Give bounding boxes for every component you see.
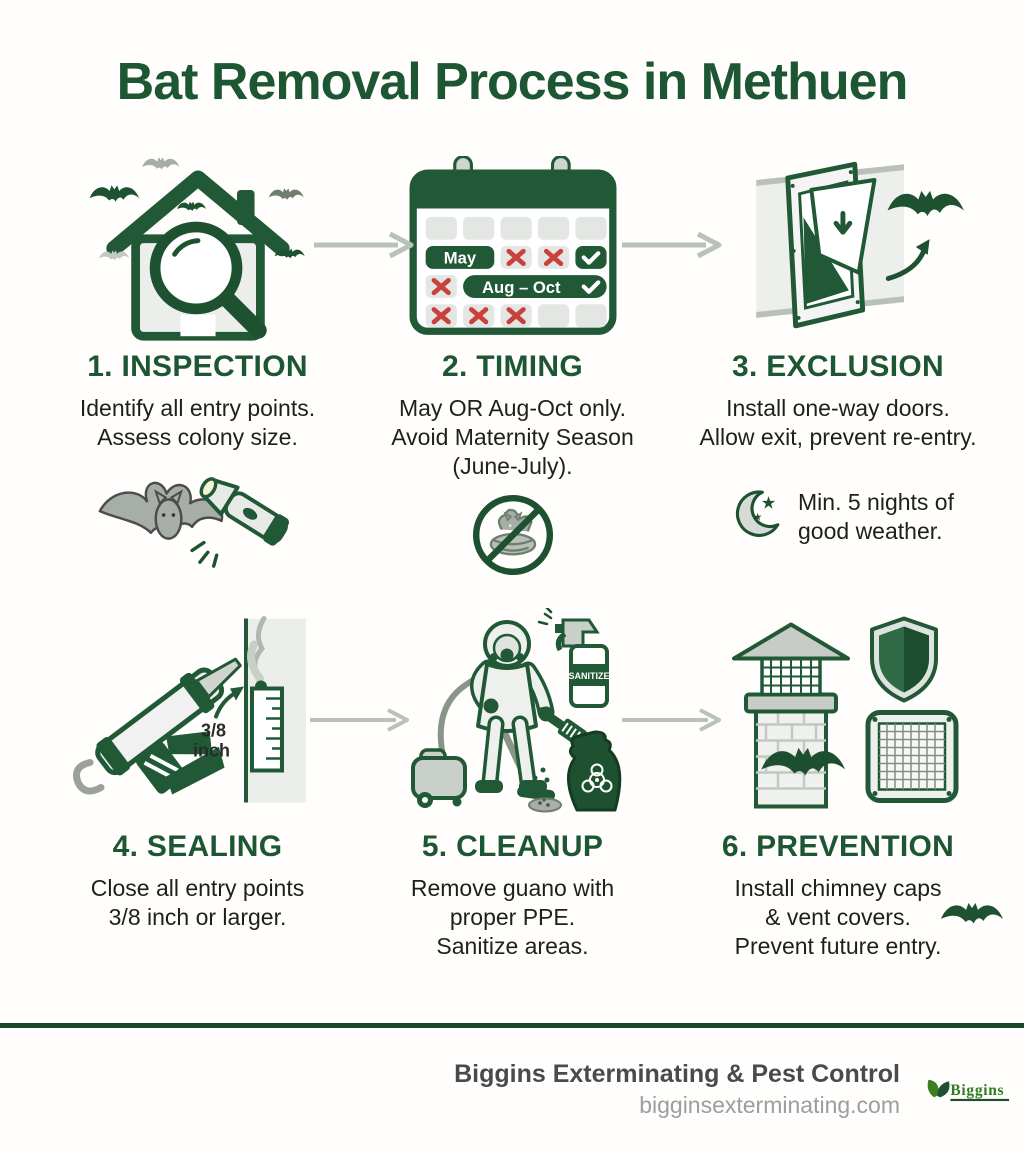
- logo-text: Biggins: [950, 1082, 1005, 1100]
- step-heading: 6. PREVENTION: [721, 830, 955, 863]
- desc-line: Prevent future entry.: [734, 933, 942, 959]
- website-url: bigginsexterminating.com: [639, 1092, 900, 1118]
- logo-leaf-icon: [928, 1080, 939, 1098]
- no-bats-illustration: [360, 489, 665, 581]
- bat-flashlight-icon: [90, 464, 306, 572]
- gap-size-label: 3/8: [200, 720, 226, 741]
- step-heading: 3. EXCLUSION: [732, 350, 944, 383]
- weather-note-text: [798, 488, 954, 546]
- biohazard-bag: [568, 732, 619, 810]
- spray-bottle: [539, 608, 610, 706]
- one-way-door-icon: [705, 152, 971, 340]
- step-heading: 1. INSPECTION: [87, 350, 308, 383]
- step-heading: 2. TIMING: [441, 350, 584, 383]
- desc-line: Assess colony size.: [97, 424, 298, 450]
- desc-line: Sanitize areas.: [436, 933, 589, 959]
- step-sealing: [40, 598, 355, 932]
- step-description: [672, 394, 1004, 452]
- step-description: [360, 874, 665, 961]
- desc-line: (June-July).: [452, 453, 573, 479]
- desc-line: Install chimney caps: [734, 875, 942, 901]
- moon-stars-icon: [722, 486, 784, 548]
- vent-cover: [868, 712, 956, 800]
- chimney-shield-vent-icon: [708, 608, 968, 813]
- flow-arrow-4: [620, 706, 724, 734]
- spray-bottle-label: SANITIZE: [568, 670, 610, 681]
- desc-line: May OR Aug-Oct only.: [398, 395, 627, 421]
- desc-line: Remove guano with: [410, 875, 615, 901]
- step-exclusion: [672, 150, 1004, 548]
- inspection-illustration: [40, 150, 355, 342]
- step-heading: 5. CLEANUP: [421, 830, 604, 863]
- desc-line: 3/8 inch or larger.: [108, 904, 287, 930]
- desc-line: Avoid Maternity Season: [391, 424, 634, 450]
- footer-divider: [0, 1023, 1024, 1028]
- step-description: [40, 874, 355, 932]
- calendar-icon: [409, 156, 617, 336]
- desc-line: proper PPE.: [449, 904, 576, 930]
- flow-arrow-1: [312, 231, 416, 259]
- desc-line: Allow exit, prevent re-entry.: [699, 424, 977, 450]
- desc-line: Close all entry points: [90, 875, 305, 901]
- flow-arrow-3: [308, 706, 412, 734]
- caulk-gun-icon: [68, 610, 328, 810]
- company-name: Biggins Exterminating & Pest Control: [454, 1060, 900, 1088]
- step-description: [360, 394, 665, 481]
- step-description: [40, 394, 355, 452]
- company-logo: [924, 1070, 1012, 1116]
- gap-size-unit: inch: [192, 740, 230, 761]
- house-magnifier-icon: [73, 149, 323, 344]
- calendar-augoct-label: Aug – Oct: [481, 277, 561, 297]
- bat-icon: [940, 898, 1004, 930]
- ppe-cleanup-icon: [395, 608, 630, 813]
- step-cleanup: [360, 598, 665, 961]
- step-heading: 4. SEALING: [112, 830, 283, 863]
- page-title: Bat Removal Process in Methuen: [116, 53, 908, 111]
- desc-line: & vent covers.: [765, 904, 911, 930]
- flow-arrow-2: [620, 231, 724, 259]
- step-prevention: [672, 598, 1004, 961]
- step-timing: [360, 150, 665, 581]
- weather-note: [672, 486, 1004, 548]
- footer: [454, 1060, 900, 1119]
- bat-and-flashlight-illustration: [40, 464, 355, 572]
- no-bats-nest-icon: [467, 489, 559, 581]
- desc-line: Install one-way doors.: [726, 395, 950, 421]
- note-line: Min. 5 nights of: [798, 489, 954, 515]
- step-inspection: [40, 150, 355, 572]
- note-line: good weather.: [798, 518, 943, 544]
- calendar-may-label: May: [443, 248, 476, 268]
- desc-line: Identify all entry points.: [79, 395, 316, 421]
